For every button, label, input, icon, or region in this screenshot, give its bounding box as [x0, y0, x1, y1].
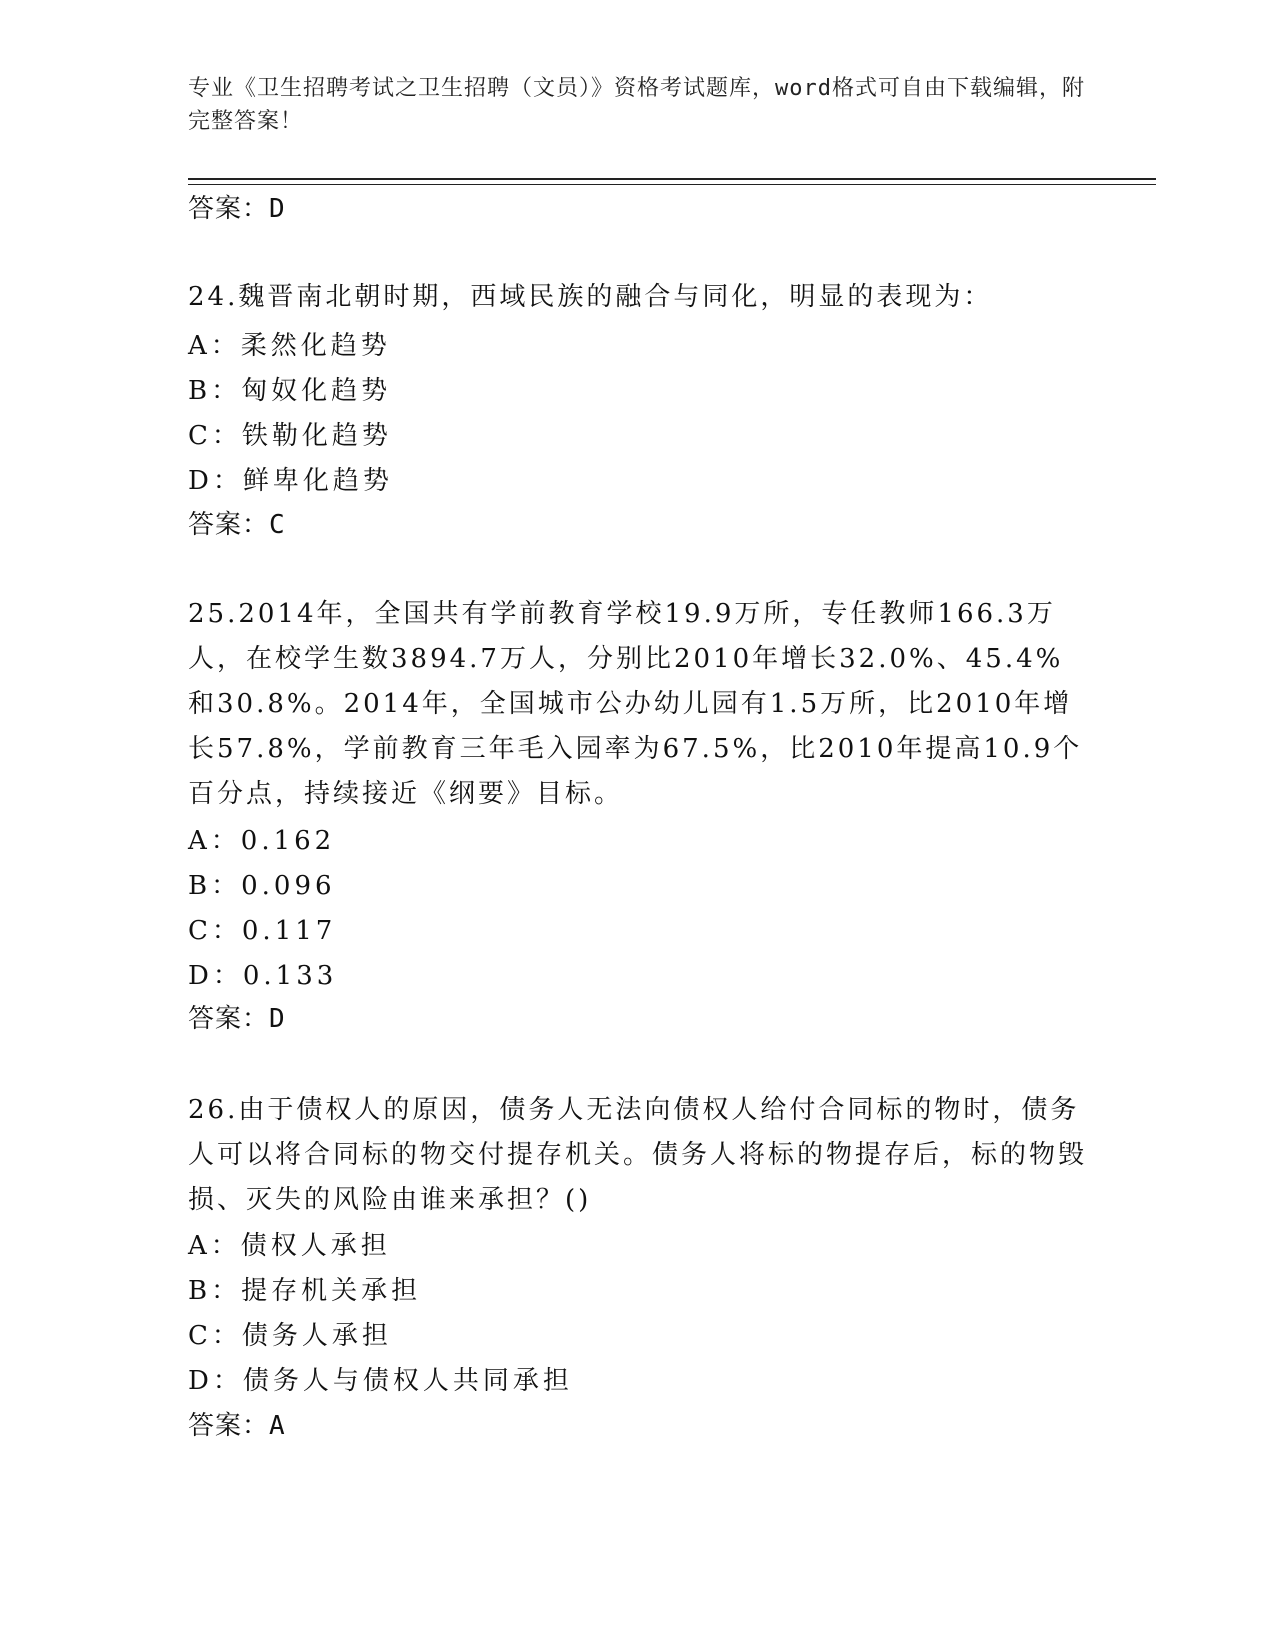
answer-line [188, 504, 286, 541]
option-d: D：鲜卑化趋势 [188, 466, 393, 496]
answer-label: 答案： [188, 510, 270, 540]
header-divider-thin [188, 184, 1156, 185]
question-stem: 24.魏晋南北朝时期，西域民族的融合与同化，明显的表现为： [188, 282, 993, 312]
option-c: C：债务人承担 [188, 1321, 392, 1351]
answer-value: D [269, 194, 286, 224]
option-a: A：0.162 [188, 826, 336, 856]
answer-value: D [269, 1004, 286, 1034]
answer-line [188, 1405, 286, 1442]
answer-value: C [269, 510, 286, 540]
answer-line [188, 188, 286, 225]
option-a: A：柔然化趋势 [188, 331, 391, 361]
document-header: 专业《卫生招聘考试之卫生招聘（文员）》资格考试题库，word格式可自由下载编辑，附完整答案！ [188, 76, 1085, 134]
question-stem: 25.2014年，全国共有学前教育学校19.9万所，专任教师166.3万人，在校学生数3894.7万人，分别比2010年增长32.0%、45.4%和30.8%。2014年，全国城市公办幼儿园有1.5万所，比2010年增长57.8%，学前教育三年毛入园率为67.5%，比2010年提高10.9个百分点，持续接近《纲要》目标。 [188, 599, 1083, 809]
option-d: D：0.133 [188, 961, 338, 991]
option-b: B：0.096 [188, 871, 336, 901]
header-divider [188, 178, 1156, 180]
answer-value: A [269, 1411, 286, 1441]
option-b: B：提存机关承担 [188, 1276, 422, 1306]
answer-label: 答案： [188, 194, 270, 224]
option-c: C：0.117 [188, 916, 337, 946]
answer-line [188, 998, 286, 1035]
question-stem: 26.由于债权人的原因，债务人无法向债权人给付合同标的物时，债务人可以将合同标的物交付提存机关。债务人将标的物提存后，标的物毁损、灭失的风险由谁来承担？() [188, 1095, 1088, 1215]
option-b: B：匈奴化趋势 [188, 376, 392, 406]
option-a: A：债权人承担 [188, 1231, 391, 1261]
answer-label: 答案： [188, 1004, 270, 1034]
option-c: C：铁勒化趋势 [188, 421, 392, 451]
answer-label: 答案： [188, 1411, 270, 1441]
option-d: D：债务人与债权人共同承担 [188, 1366, 573, 1396]
